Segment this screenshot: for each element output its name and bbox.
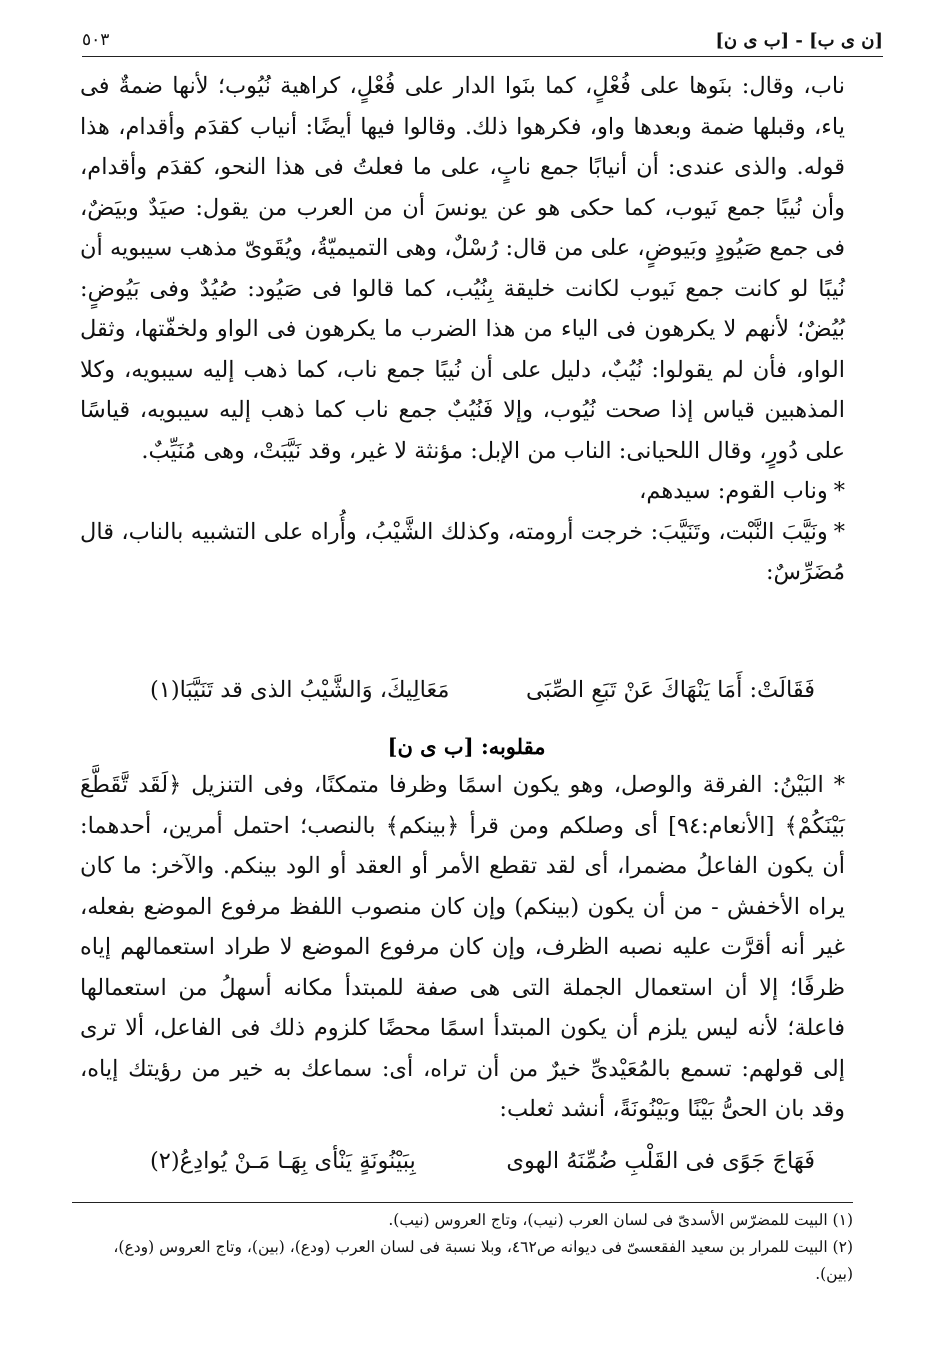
verse-hemistich-first: فَقَالَتْ: أَمَا يَنْهَاكَ عَنْ تَبَعِ الصِّبَى bbox=[525, 677, 815, 703]
entry-asterisk: * bbox=[833, 518, 845, 545]
entry-text: ونَيَّبَ النَّبْت، وتَنَيَّبَ: خرجت أرومته، وكذلك الشَّيْبُ، وأُراه على التشبيه بالناب، قال مُضَرِّسٌ: bbox=[80, 518, 845, 585]
footnote-1: (١) البيت للمضرّس الأسدىّ فى لسان العرب (نيب)، وتاج العروس (نيب). bbox=[388, 1211, 853, 1229]
verse-hemistich-first: فَهَاجَ جَوًى فى القَلْبِ ضُمِّنَهُ الهوى bbox=[506, 1148, 815, 1174]
page-header bbox=[82, 28, 883, 57]
entry-text: وناب القوم: سيدهم، bbox=[639, 478, 828, 504]
entry-nayyaba bbox=[80, 512, 845, 593]
page-number: ٥٠٣ bbox=[82, 30, 110, 50]
entry-nab-al-qawm bbox=[80, 471, 845, 512]
footnote-2: (٢) البيت للمرار بن سعيد الفقعسىّ فى ديوانه ص٤٦٢، وبلا نسبة فى لسان العرب (ودع)، (بين)، وتاج العروس (ودع)، (بين). bbox=[113, 1238, 853, 1283]
poetry-verse-1 bbox=[150, 677, 815, 703]
section-heading: مقلوبه: [ب ى ن] bbox=[387, 734, 546, 759]
entry-asterisk: * bbox=[833, 478, 845, 504]
verse-hemistich-second: بِبَيْنُونَةٍ يَنْأى بِهَـا مَـنْ يُوادِعُ(٢) bbox=[150, 1148, 416, 1174]
main-text-block-2 bbox=[80, 765, 845, 1130]
poetry-verse-2 bbox=[150, 1148, 815, 1174]
footnotes bbox=[72, 1202, 853, 1288]
main-text-block bbox=[80, 66, 845, 593]
verse-hemistich-second: مَعَالِيكَ، وَالشَّيْبُ الذى قد تَنَيَّبَا(١) bbox=[150, 677, 450, 703]
paragraph-bayn: * البَيْنُ: الفرقة والوصل، وهو يكون اسمًا وظرفا متمكنًا، وفى التنزيل ﴿لَقَد تَّقَطَّعَ بَيْنَكُمْ﴾ [الأنعام:٩٤] أى وصلكم ومن قرأ ﴿بينكم﴾ بالنصب؛ احتمل أمرين، أحدهما: أن يكون الفاعلُ مضمرا، أى لقد تقطع الأمر أو العقد أو الود بينكم. والآخر: ما كان يراه الأخفش - من أن يكون (بينكم) وإن كان منصوب اللفظ مرفوع الموضع بفعله، غير أنه أقرَّت عليه نصبه الظرف، وإن كان مرفوع الموضع لا طراد استعمالهم إياه ظرفًا؛ إلا أن استعمال الجملة التى هى صفة للمبتدأ مكانه أسهلُ من استعمالها فاعلة؛ لأنه ليس يلزم أن يكون المبتدأ اسمًا محضًا كلزوم ذلك فى الفاعل، ألا ترى إلى قولهم: تسمع بالمُعَيْدىِّ خيرٌ من أن تراه، أى: سماعك به خير من رؤيتك إياه، وقد بان الحىُّ بَيْنًا وبَيْنُونَةً، أنشد ثعلب: bbox=[80, 772, 845, 1122]
running-head: [ن ى ب] - [ب ى ن] bbox=[715, 30, 883, 51]
paragraph-nun-ya-ba: ناب، وقال: بنَوها على فُعْلٍ، كما بنَوا الدار على فُعْلٍ، كراهية نُيُوب؛ لأنها ضمةٌ فى ياء، وقبلها ضمة وبعدها واو، فكرهوا ذلك. وقالوا فيها أيضًا: أنياب كقدَم وأقدام، هذا قوله. والذى عندى: أن أنيابًا جمع نابٍ، على ما فعلتُ فى هذا النحو، كقدَم وأقدام، وأن نُيبًا جمع نَيوب، كما حكى هو عن يونسَ أن من العرب من يقول: صيَدٌ وبيَضٌ، فى جمع صَيُودٍ وبَيوضٍ، على من قال: رُسْلٌ، وهى التميميّةُ، ويُقَوىّ مذهب سيبويه أن نُيبًا لو كانت جمع نَيوب لكانت خليقة بِنُيُب، كما قالوا فى صَيُود: صُيُدٌ وفى بَيُوضٍ: بُيُضٌ؛ لأنهم لا يكرهون فى الياء من هذا الضرب ما يكرهون فى الواو ولخفّتها، وثقل الواو، فأن لم يقولوا: نُيُبٌ، دليل على أن نُيبًا جمع ناب، كما ذهب إليه سيبويه، وكلا المذهبين قياس إذا صحت نُيُوب، وإلا فَنُيُبٌ جمع ناب كما ذهب إليه سيبويه، قياسًا على دُورٍ، وقال اللحيانى: الناب من الإبل: مؤنثة لا غير، وقد نَيَّبَتْ، وهى مُنَيِّبٌ. bbox=[80, 73, 845, 464]
